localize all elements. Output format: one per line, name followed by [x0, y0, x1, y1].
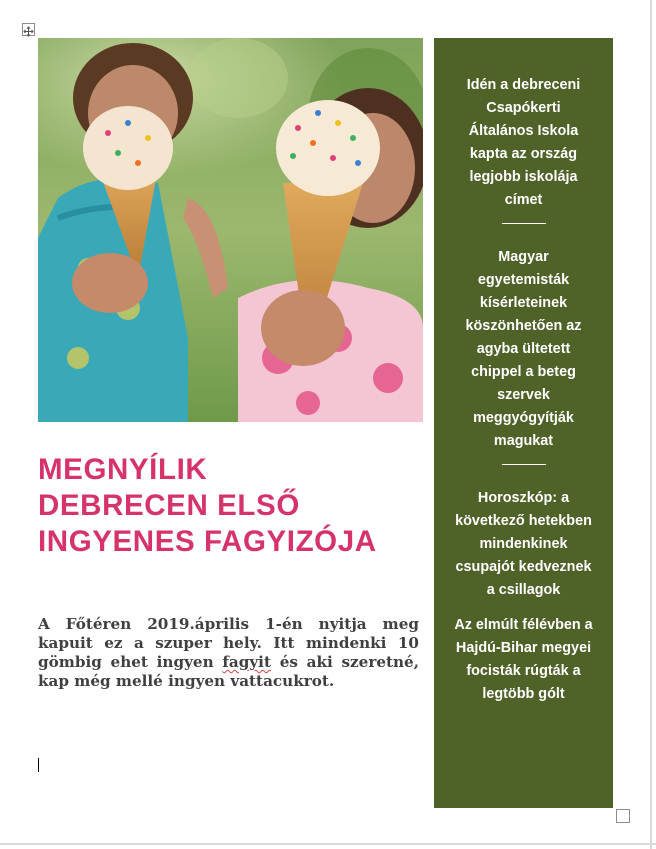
news-sidebar[interactable]: [434, 38, 613, 808]
page-edge-right: [650, 0, 652, 849]
sidebar-item: Magyar egyetemisták kísérleteinek köszönhetően az agyba ültetett chippel a beteg szervek meggyógyítják magukat: [465, 249, 582, 449]
article-body[interactable]: [38, 615, 419, 691]
sidebar-item: Az elmúlt félévben a Hajdú-Bihar megyei focisták rúgták a legtöbb gólt: [454, 617, 593, 702]
move-arrows-icon: [23, 26, 34, 37]
text-cursor: [38, 758, 39, 772]
resize-handle-icon[interactable]: [616, 809, 630, 823]
sidebar-item: Horoszkóp: a következő hetekben mindenkinek csupajót kedveznek a csillagok: [455, 490, 592, 598]
spell-error-word[interactable]: fagyit: [222, 653, 271, 671]
sidebar-divider: [502, 464, 546, 465]
sidebar-spacer: [454, 602, 593, 614]
children-ice-cream-photo-icon: [38, 38, 423, 422]
body-text-start: A Főtéren 2019.április 1-én nyitja meg kapuit ez a szuper hely. Itt mindenki 10 gömbig ehet ingyen: [38, 615, 419, 671]
ice-cream-photo[interactable]: [38, 38, 423, 422]
headline-line: INGYENES FAGYIZÓJA: [38, 525, 377, 558]
sidebar-item: Idén a debreceni Csapókerti Általános Iskola kapta az ország legjobb iskolája címet: [466, 77, 581, 208]
sidebar-divider: [502, 223, 546, 224]
page-edge-bottom: [0, 843, 656, 845]
table-move-handle-icon[interactable]: [22, 23, 35, 36]
article-headline[interactable]: [38, 452, 428, 560]
headline-line: MEGNYÍLIK: [38, 453, 208, 486]
headline-line: DEBRECEN ELSŐ: [38, 489, 300, 522]
body-text-end: és aki szeretné, kap még mellé ingyen vattacukrot.: [38, 653, 419, 690]
